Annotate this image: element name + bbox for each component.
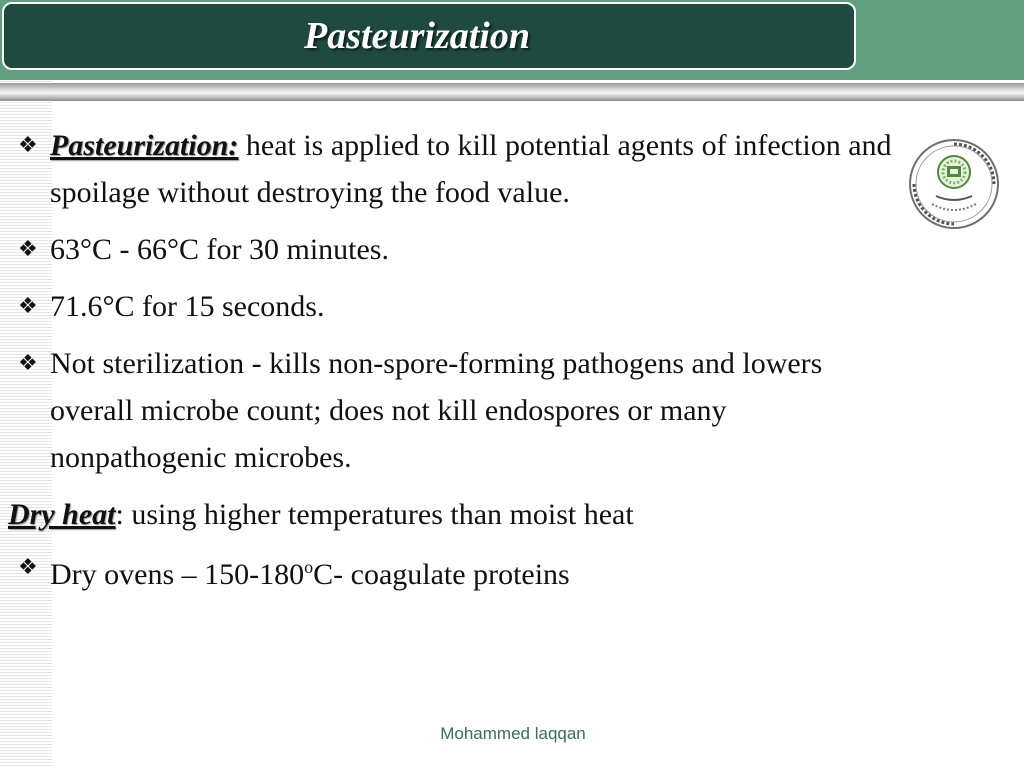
header-divider bbox=[0, 83, 1024, 101]
bullet-item bbox=[18, 340, 908, 481]
bullet-item bbox=[18, 544, 908, 598]
diamond-bullet-icon: ❖ bbox=[18, 133, 38, 158]
dry-heat-line bbox=[8, 491, 908, 538]
bullet-text: 71.6°C for 15 seconds. bbox=[50, 290, 325, 323]
bullet-text: 63°C - 66°C for 30 minutes. bbox=[50, 233, 389, 266]
university-seal-icon bbox=[908, 134, 1000, 234]
diamond-bullet-icon: ❖ bbox=[18, 351, 38, 376]
dry-heat-text: : using higher temperatures than moist heat bbox=[115, 498, 634, 531]
dry-heat-term: Dry heat bbox=[8, 498, 116, 531]
bullet-item bbox=[18, 283, 908, 330]
bullet-text: heat is applied to kill potential agents of infection and spoilage without destroying the food value. bbox=[50, 129, 892, 209]
diamond-bullet-icon: ❖ bbox=[18, 294, 38, 319]
degree-superscript: o bbox=[304, 557, 314, 577]
bullet-item bbox=[18, 226, 908, 273]
slide-content bbox=[8, 122, 908, 608]
bullet-text: Not sterilization - kills non-spore-forming pathogens and lowers overall microbe count; does not kill endospores or many nonpathogenic microbes. bbox=[50, 347, 823, 474]
dry-ovens-text-end: C- coagulate proteins bbox=[313, 558, 570, 591]
bullet-term: Pasteurization: bbox=[50, 129, 239, 162]
slide-title: Pasteurization bbox=[304, 15, 530, 57]
footer-author: Mohammed laqqan bbox=[440, 724, 586, 743]
diamond-bullet-icon: ❖ bbox=[18, 237, 38, 262]
diamond-bullet-icon: ❖ bbox=[18, 555, 38, 580]
dry-ovens-text: Dry ovens – 150-180 bbox=[50, 558, 305, 591]
title-box bbox=[2, 2, 856, 70]
bullet-item bbox=[18, 122, 908, 216]
